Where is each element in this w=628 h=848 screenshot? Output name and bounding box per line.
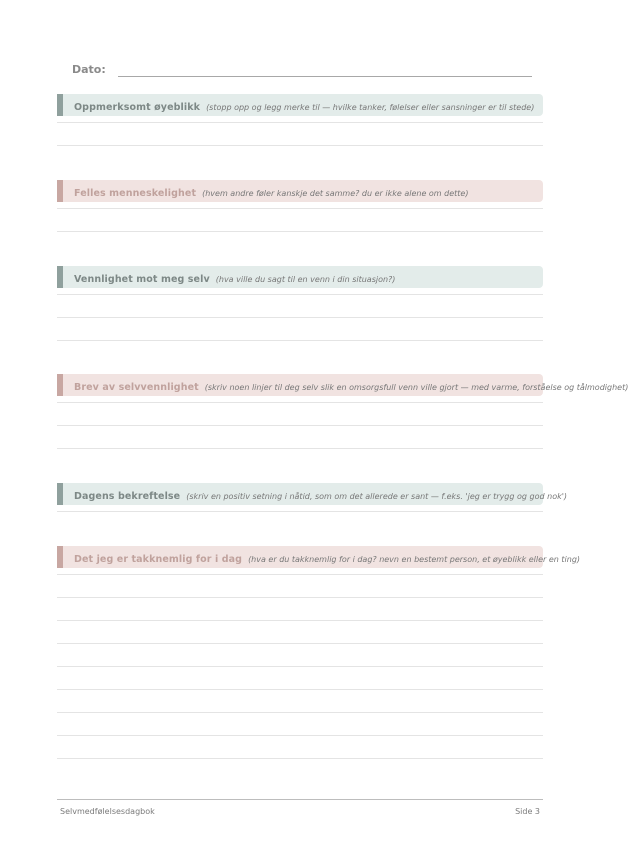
writing-line[interactable] (57, 689, 543, 690)
writing-line[interactable] (57, 597, 543, 598)
writing-line[interactable] (57, 511, 543, 512)
writing-line[interactable] (57, 208, 543, 209)
writing-line[interactable] (57, 643, 543, 644)
section-accent-bar (57, 483, 63, 505)
section-title: Oppmerksomt øyeblikk (74, 102, 201, 113)
section-hint: (skriv noen linjer til deg selv slik en omsorgsfull venn ville gjort — med varme, forståelse og tålmodighet) (204, 383, 628, 392)
section-hint: (hva ville du sagt til en venn i din situasjon?) (215, 275, 396, 284)
section-accent-bar (57, 374, 63, 396)
section-title: Dagens bekreftelse (74, 491, 181, 502)
writing-line[interactable] (57, 340, 543, 341)
writing-line[interactable] (57, 402, 543, 403)
section-hint: (stopp opp og legg merke til — hvilke tanker, følelser eller sansninger er til stede) (206, 103, 535, 112)
section-accent-bar (57, 546, 63, 568)
writing-line[interactable] (57, 317, 543, 318)
writing-line[interactable] (57, 448, 543, 449)
section-hint: (hvem andre føler kanskje det samme? du er ikke alene om dette) (202, 189, 469, 198)
section-header-gratitude (57, 546, 581, 568)
writing-line[interactable] (57, 294, 543, 295)
section-header-daily-affirmation (57, 483, 568, 505)
section-accent-bar (57, 94, 63, 116)
writing-line[interactable] (57, 620, 543, 621)
section-title: Det jeg er takknemlig for i dag (74, 554, 243, 565)
section-hint: (hva er du takknemlig for i dag? nevn en bestemt person, et øyeblikk eller en ting) (248, 555, 581, 564)
section-header-common-humanity (57, 180, 543, 202)
footer-divider (57, 799, 543, 800)
page-number: Side 3 (515, 807, 540, 816)
section-header-mindful-moment (57, 94, 543, 116)
writing-line[interactable] (57, 145, 543, 146)
writing-line[interactable] (57, 758, 543, 759)
writing-line[interactable] (57, 666, 543, 667)
section-header-self-kindness (57, 266, 543, 288)
writing-line[interactable] (57, 574, 543, 575)
writing-line[interactable] (57, 712, 543, 713)
writing-line[interactable] (57, 425, 543, 426)
date-line[interactable] (118, 76, 532, 77)
writing-line[interactable] (57, 122, 543, 123)
footer-title: Selvmedfølelsesdagbok (60, 807, 155, 816)
section-title: Felles menneskelighet (74, 188, 197, 199)
section-title: Brev av selvvennlighet (74, 382, 199, 393)
section-accent-bar (57, 180, 63, 202)
section-header-self-kindness-letter (57, 374, 628, 396)
writing-line[interactable] (57, 231, 543, 232)
section-hint: (skriv en positiv setning i nåtid, som om det allerede er sant — f.eks. 'jeg er trygg og god nok') (186, 492, 568, 501)
section-accent-bar (57, 266, 63, 288)
writing-line[interactable] (57, 735, 543, 736)
section-title: Vennlighet mot meg selv (74, 274, 210, 285)
date-field[interactable] (72, 63, 532, 79)
date-label: Dato: (72, 63, 106, 76)
